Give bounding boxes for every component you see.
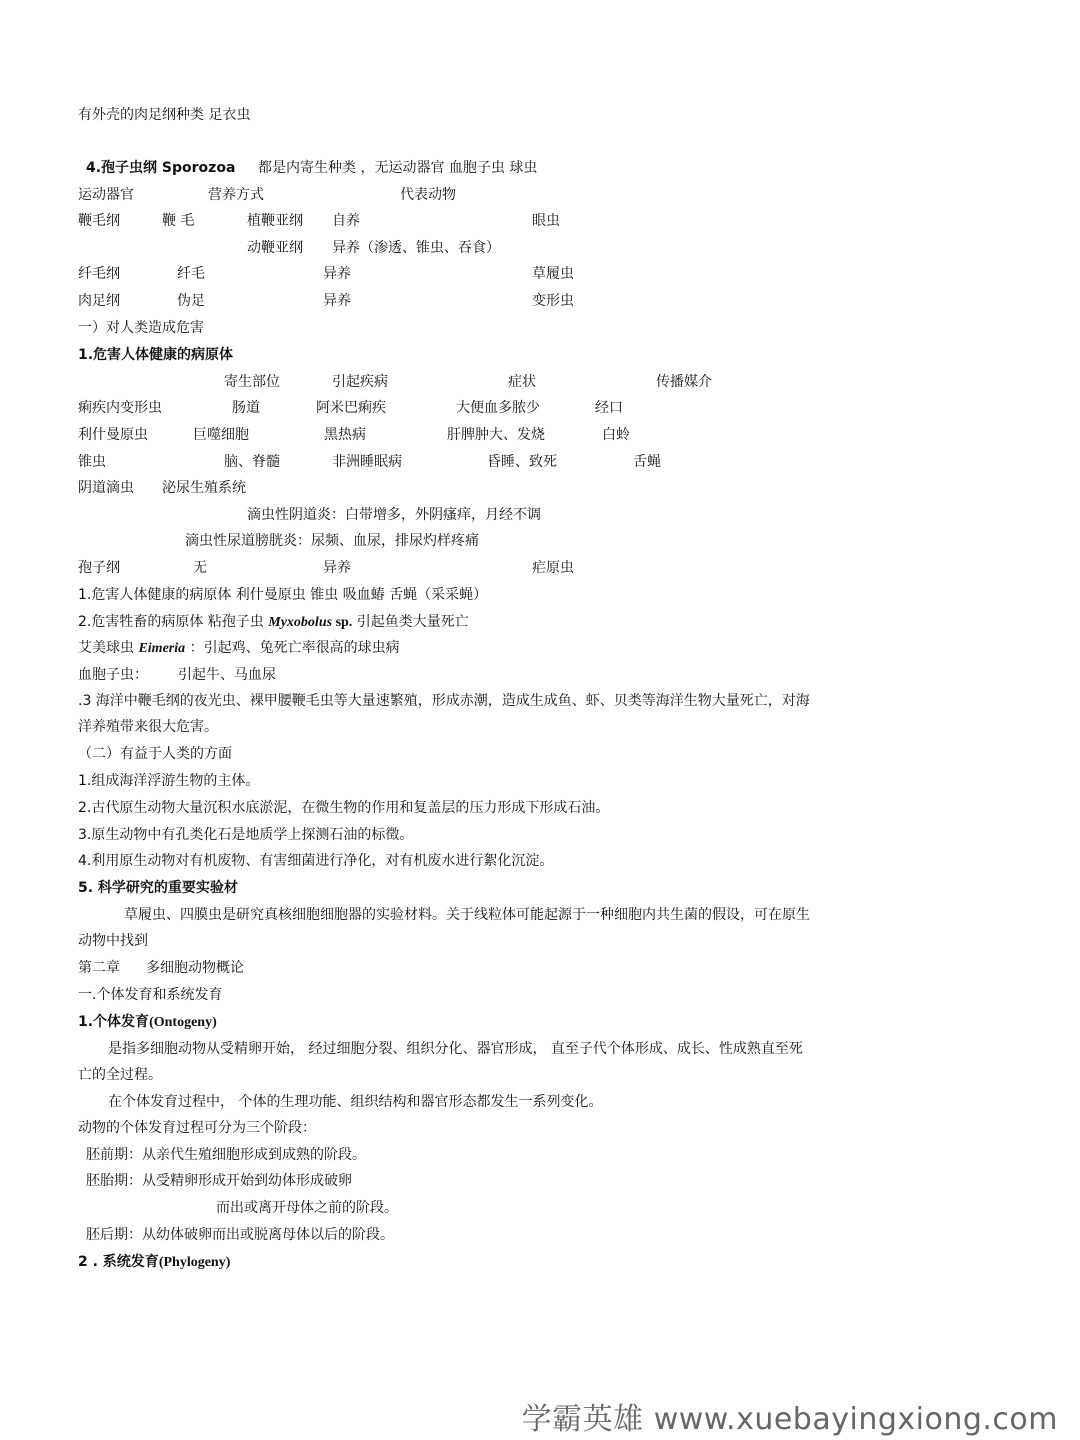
table-cell: 纤毛纲 bbox=[78, 266, 120, 282]
text-line: 动物的个体发育过程可分为三个阶段： bbox=[78, 1120, 316, 1136]
table-cell: 引起牛、马血尿 bbox=[178, 667, 276, 683]
section-heading: 1.个体发育(Ontogeny) bbox=[78, 1014, 217, 1030]
table-cell: 白蛉 bbox=[602, 427, 630, 443]
text-line: 是指多细胞动物从受精卵开始， 经过细胞分裂、组织分化、器官形成， 直至子代个体形成、成长、性成熟直至死 bbox=[108, 1041, 803, 1057]
table-cell: 运动器官 bbox=[78, 187, 134, 203]
text-line: 胚胎期：从受精卵形成开始到幼体形成破卵 bbox=[86, 1173, 352, 1189]
table-cell: 纤毛 bbox=[177, 266, 205, 282]
text-line: 草履虫、四膜虫是研究真核细胞细胞器的实验材料。关于线粒体可能起源于一种细胞内共生菌的假设，可在原生 bbox=[124, 907, 810, 923]
table-cell: 异养 bbox=[323, 266, 351, 282]
table-cell: 代表动物 bbox=[400, 187, 456, 203]
text-line: 在个体发育过程中， 个体的生理功能、组织结构和器官形态都发生一系列变化。 bbox=[108, 1094, 603, 1110]
chapter-heading: 第二章 bbox=[78, 960, 120, 976]
text-line: 胚后期：从幼体破卵而出或脱离母体以后的阶段。 bbox=[86, 1227, 394, 1243]
text-line: 胚前期：从亲代生殖细胞形成到成熟的阶段。 bbox=[86, 1147, 366, 1163]
table-cell: 伪足 bbox=[177, 293, 205, 309]
watermark: 学霸英雄 www.xuebayingxiong.com bbox=[521, 1402, 1058, 1437]
table-cell: 异养（渗透、锥虫、吞食） bbox=[332, 240, 500, 256]
table-cell: 肉足纲 bbox=[78, 293, 120, 309]
text-line: 滴虫性尿道膀胱炎：尿频、血尿，排尿灼样疼痛 bbox=[185, 533, 479, 549]
table-cell: 大便血多脓少 bbox=[456, 400, 540, 416]
table-header: 引起疾病 bbox=[332, 374, 388, 390]
text-line: 都是内寄生种类 ，无运动器官 血胞子虫 球虫 bbox=[258, 160, 538, 176]
table-cell: 非洲睡眠病 bbox=[332, 454, 402, 470]
table-cell: 自养 bbox=[332, 213, 360, 229]
table-cell: 痢疾内变形虫 bbox=[78, 400, 162, 416]
text-line: 有外壳的肉足纲种类 足衣虫 bbox=[78, 107, 251, 123]
table-cell: 鞭 毛 bbox=[162, 213, 195, 229]
text-line: .3 海洋中鞭毛纲的夜光虫、裸甲腰鞭毛虫等大量速繁殖，形成赤潮，造成生成鱼、虾、贝类等海洋生物大量死亡，对海 bbox=[78, 693, 810, 709]
text-line: 3.原生动物中有孔类化石是地质学上探测石油的标徵。 bbox=[78, 827, 414, 843]
table-cell: 脑、脊髓 bbox=[224, 454, 280, 470]
table-cell: 疟原虫 bbox=[532, 560, 574, 576]
table-cell: 异养 bbox=[323, 560, 351, 576]
table-header: 寄生部位 bbox=[224, 374, 280, 390]
section-heading: 1.危害人体健康的病原体 bbox=[78, 347, 234, 363]
section-heading: 一.个体发育和系统发育 bbox=[78, 987, 223, 1003]
text-line: 1.危害人体健康的病原体 利什曼原虫 锥虫 吸血蝽 舌蝇（采采蝇） bbox=[78, 587, 488, 603]
text-line: 2.危害牲畜的病原体 粘孢子虫 Myxobolus sp. 引起鱼类大量死亡 bbox=[78, 614, 469, 630]
text-line: 洋养殖带来很大危害。 bbox=[78, 719, 218, 735]
text-line: 滴虫性阴道炎：白带增多，外阴瘙痒，月经不调 bbox=[247, 507, 541, 523]
chapter-heading: 多细胞动物概论 bbox=[146, 960, 244, 976]
table-cell: 无 bbox=[193, 560, 207, 576]
table-cell: 动鞭亚纲 bbox=[247, 240, 303, 256]
table-cell: 经口 bbox=[595, 400, 623, 416]
table-cell: 草履虫 bbox=[532, 266, 574, 282]
text-line: 艾美球虫 Eimeria ：引起鸡、兔死亡率很高的球虫病 bbox=[78, 640, 400, 656]
table-cell: 肝脾肿大、发烧 bbox=[447, 427, 545, 443]
table-header: 症状 bbox=[508, 374, 536, 390]
table-cell: 巨噬细胞 bbox=[193, 427, 249, 443]
table-cell: 血胞子虫： bbox=[78, 667, 148, 683]
table-cell: 利什曼原虫 bbox=[78, 427, 148, 443]
table-cell: 异养 bbox=[323, 293, 351, 309]
table-cell: 肠道 bbox=[232, 400, 260, 416]
table-cell: 眼虫 bbox=[532, 213, 560, 229]
text-line: 2.古代原生动物大量沉积水底淤泥，在微生物的作用和复盖层的压力形成下形成石油。 bbox=[78, 800, 610, 816]
text-line: 4.孢子虫纲 Sporozoa bbox=[86, 160, 236, 176]
table-cell: 昏睡、致死 bbox=[487, 454, 557, 470]
table-cell: 鞭毛纲 bbox=[78, 213, 120, 229]
table-cell: 孢子纲 bbox=[78, 560, 120, 576]
table-cell: 黑热病 bbox=[324, 427, 366, 443]
table-cell: 泌尿生殖系统 bbox=[162, 480, 246, 496]
table-cell: 营养方式 bbox=[208, 187, 264, 203]
section-heading: 2 . 系统发育(Phylogeny) bbox=[78, 1254, 231, 1270]
table-header: 传播媒介 bbox=[656, 374, 712, 390]
table-cell: 阴道滴虫 bbox=[78, 480, 134, 496]
text-line: 1.组成海洋浮游生物的主体。 bbox=[78, 773, 260, 789]
text-line: 5. 科学研究的重要实验材 bbox=[78, 880, 238, 896]
text-line: 而出或离开母体之前的阶段。 bbox=[216, 1200, 398, 1216]
table-cell: 舌蝇 bbox=[633, 454, 661, 470]
text-line: 动物中找到 bbox=[78, 933, 148, 949]
table-cell: 锥虫 bbox=[78, 454, 106, 470]
section-heading: （二）有益于人类的方面 bbox=[78, 746, 232, 762]
table-cell: 阿米巴痢疾 bbox=[316, 400, 386, 416]
table-cell: 变形虫 bbox=[532, 293, 574, 309]
section-heading: 一）对人类造成危害 bbox=[78, 320, 204, 336]
text-line: 4.利用原生动物对有机废物、有害细菌进行净化，对有机废水进行絮化沉淀。 bbox=[78, 853, 554, 869]
table-cell: 植鞭亚纲 bbox=[247, 213, 303, 229]
text-line: 亡的全过程。 bbox=[78, 1067, 162, 1083]
